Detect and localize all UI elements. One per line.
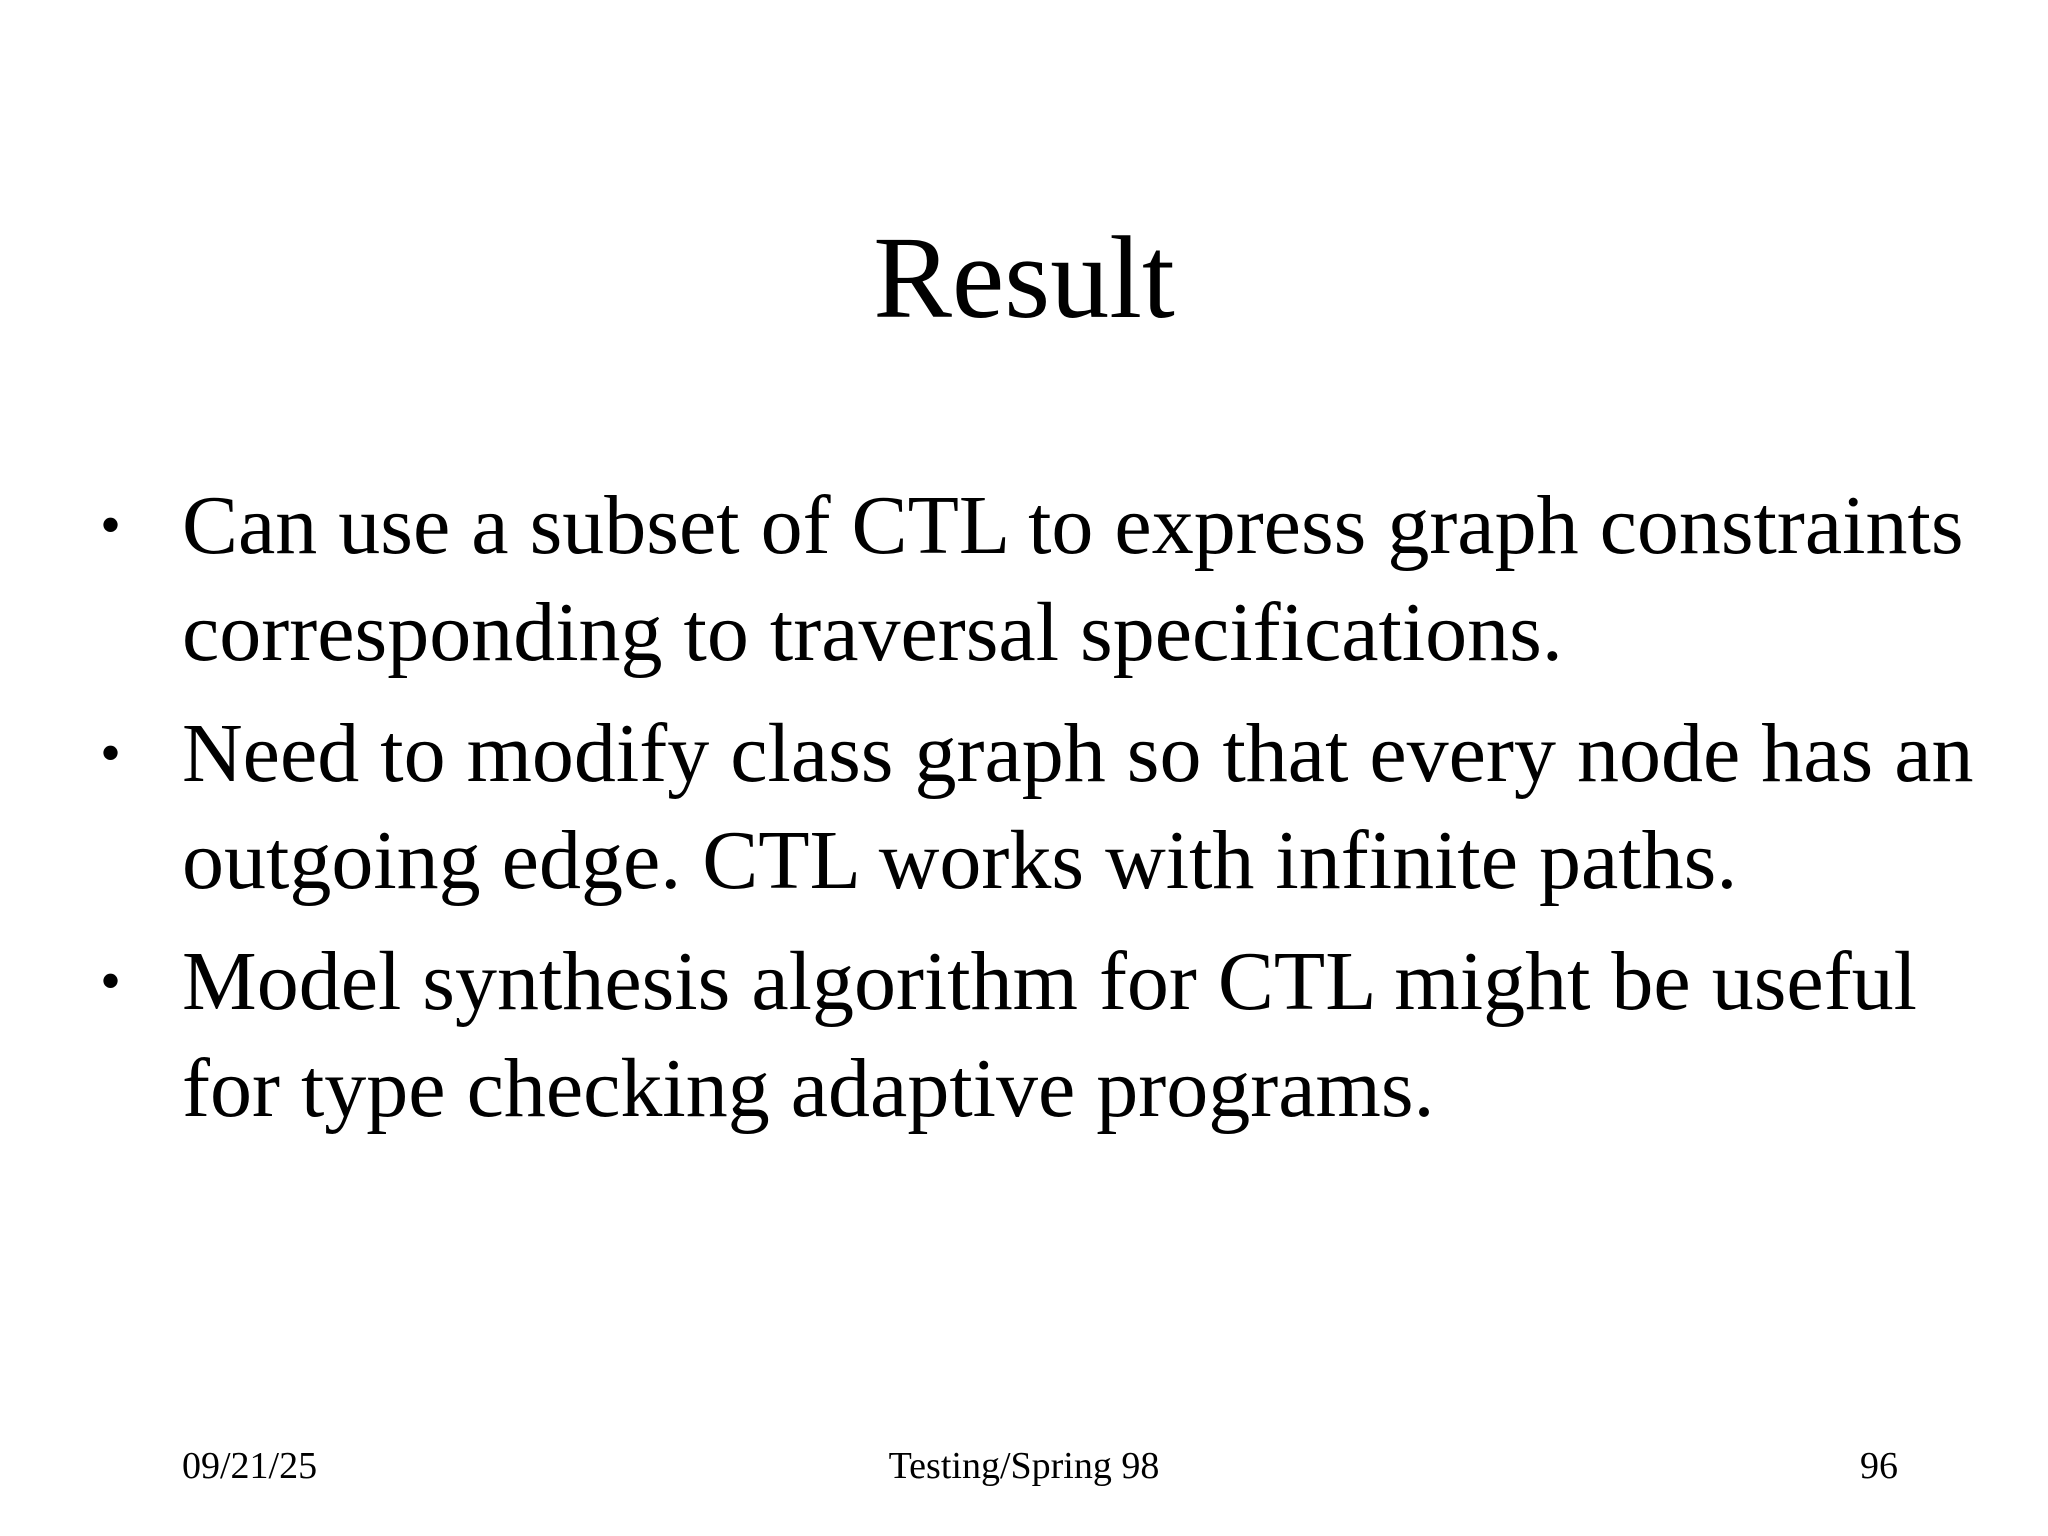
bullet-item-3 [100,928,2000,1142]
bullet-list [100,472,2000,1156]
bullet-text-1: Can use a subset of CTL to express graph constraints corresponding to traversal specifications. [182,479,1964,679]
bullet-text-3: Model synthesis algorithm for CTL might be useful for type checking adaptive programs. [182,935,1918,1135]
bullet-item-2 [100,700,2000,914]
bullet-icon: • [100,492,122,558]
footer-page-number: 96 [1860,1445,1898,1487]
footer-course: Testing/Spring 98 [888,1445,1160,1487]
slide-title: Result [873,212,1175,343]
bullet-text-2: Need to modify class graph so that every node has an outgoing edge. CTL works with infinite paths. [182,707,1974,907]
bullet-icon: • [100,720,122,786]
bullet-item-1 [100,472,2000,686]
bullet-icon: • [100,948,122,1014]
footer-date: 09/21/25 [182,1445,318,1487]
